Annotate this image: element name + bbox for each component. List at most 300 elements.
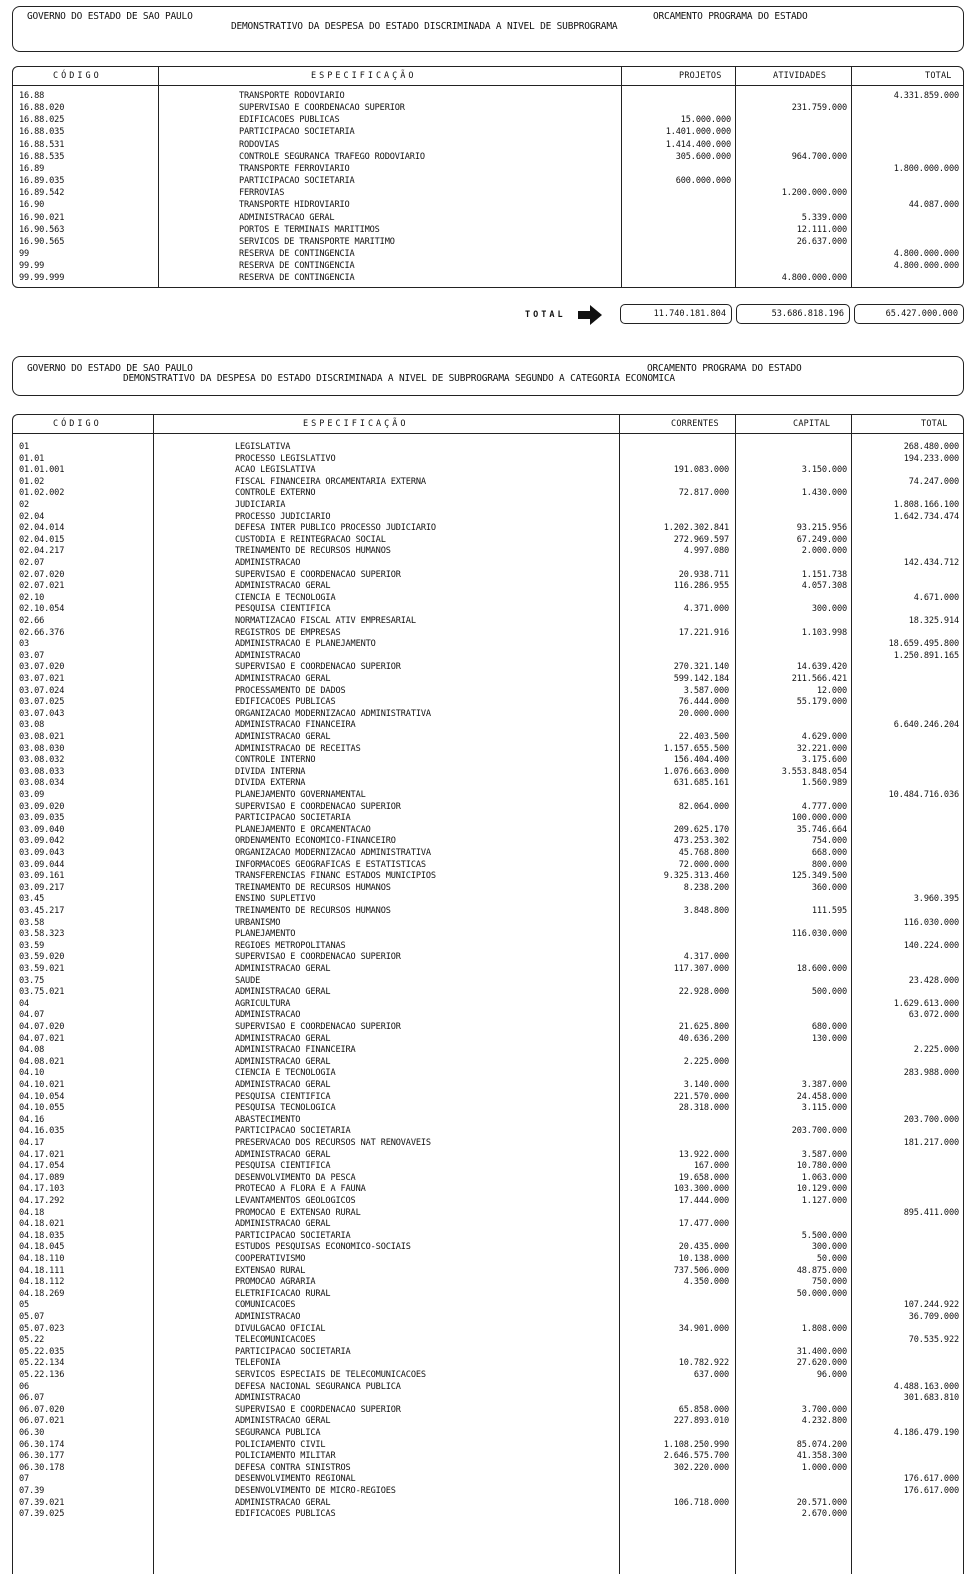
row-value-1: 191.083.000 — [673, 465, 729, 476]
table-row — [13, 102, 963, 114]
row-value-2: 1.200.000.000 — [781, 188, 847, 199]
row-value-1: 17.221.916 — [678, 627, 729, 638]
row-description: TRANSPORTE HIDROVIARIO — [239, 200, 350, 211]
row-description: ADMINISTRACAO FINANCEIRA — [235, 720, 356, 731]
table-row — [13, 1485, 963, 1497]
row-value-2: 4.057.308 — [801, 581, 847, 592]
table-row — [13, 1497, 963, 1509]
table-row — [13, 248, 963, 260]
expense-table-1 — [12, 66, 964, 288]
row-code: 04.10 — [19, 1068, 45, 1079]
table-row — [13, 1299, 963, 1311]
row-value-2: 48.875.000 — [796, 1265, 847, 1276]
table-row — [13, 592, 963, 604]
table-row — [13, 476, 963, 488]
table-row — [13, 789, 963, 801]
total-label: TOTAL — [525, 310, 566, 320]
row-description: PARTICIPACAO SOCIETARIA — [239, 127, 355, 138]
row-value-1: 13.922.000 — [678, 1149, 729, 1160]
row-description: COOPERATIVISMO — [235, 1254, 306, 1264]
row-code: 01 — [19, 442, 30, 452]
table-row — [13, 1021, 963, 1033]
row-description: REGIOES METROPOLITANAS — [235, 940, 346, 951]
row-value-1: 600.000.000 — [675, 176, 731, 187]
row-code: 03.59.020 — [19, 952, 65, 963]
row-code: 16.88 — [19, 91, 45, 101]
row-code: 03.75.021 — [19, 987, 65, 998]
table-row — [13, 1067, 963, 1079]
row-description: REGISTROS DE EMPRESAS — [235, 627, 341, 638]
col-especificacao: ESPECIFICAÇÃO — [311, 71, 417, 81]
row-description: ADMINISTRACAO FINANCEIRA — [235, 1045, 356, 1056]
row-value-2: 12.000 — [816, 685, 847, 696]
table-row — [13, 1102, 963, 1114]
row-code: 16.88.035 — [19, 127, 65, 138]
row-value-2: 300.000 — [811, 604, 847, 615]
row-value-2: 41.358.300 — [796, 1451, 847, 1462]
row-description: PLANEJAMENTO GOVERNAMENTAL — [235, 790, 366, 800]
table-row — [13, 1125, 963, 1137]
row-code: 05.07.023 — [19, 1323, 65, 1334]
col-capital: CAPITAL — [793, 419, 831, 429]
row-description: DESENVOLVIMENTO DA PESCA — [235, 1172, 356, 1183]
row-value-2: 754.000 — [811, 836, 847, 847]
row-description: CONTROLE SEGURANCA TRAFEGO RODOVIARIO — [239, 151, 425, 162]
row-value-2: 50.000.000 — [796, 1288, 847, 1299]
row-code: 03.09.044 — [19, 859, 65, 870]
row-value-2: 1.000.000 — [801, 1462, 847, 1473]
row-code: 04.18.035 — [19, 1230, 65, 1241]
row-description: ADMINISTRACAO GERAL — [235, 732, 331, 742]
row-value-2: 4.800.000.000 — [781, 273, 847, 284]
row-description: ADMINISTRACAO GERAL — [235, 1219, 331, 1230]
total-geral: 65.427.000.000 — [854, 304, 964, 324]
row-description: ADMINISTRACAO — [235, 1393, 301, 1404]
row-value-1: 34.901.000 — [678, 1323, 729, 1334]
row-value-2: 10.780.000 — [796, 1161, 847, 1172]
table-row — [13, 511, 963, 523]
row-code: 02.66 — [19, 616, 45, 626]
row-value-2: 116.030.000 — [791, 929, 847, 940]
row-code: 03.45.217 — [19, 906, 65, 916]
table-row — [13, 1137, 963, 1149]
row-value-2: 32.221.000 — [796, 743, 847, 754]
row-value-1: 1.401.000.000 — [665, 127, 731, 138]
row-code: 04.17.021 — [19, 1149, 65, 1160]
row-value-1: 106.718.000 — [673, 1497, 729, 1508]
row-code: 16.88.025 — [19, 115, 65, 126]
row-description: SUPERVISAO E COORDENACAO SUPERIOR — [235, 952, 401, 963]
row-code: 03.58 — [19, 917, 45, 928]
table-row — [13, 1357, 963, 1369]
table-row — [13, 661, 963, 673]
row-code: 07.39.021 — [19, 1497, 65, 1508]
table-row — [13, 627, 963, 639]
table-row — [13, 650, 963, 662]
row-value-1: 167.000 — [693, 1161, 729, 1172]
row-value-2: 130.000 — [811, 1033, 847, 1044]
row-value-1: 3.140.000 — [683, 1080, 729, 1090]
row-value-3: 194.233.000 — [903, 453, 959, 464]
row-value-1: 631.685.161 — [673, 778, 729, 789]
row-description: EXTENSAO RURAL — [235, 1265, 306, 1276]
col-codigo: CÓDIGO — [53, 419, 102, 429]
row-code: 02.10.054 — [19, 604, 65, 615]
table-row — [13, 260, 963, 272]
table-row — [13, 272, 963, 284]
table-row — [13, 975, 963, 987]
row-description: RESERVA DE CONTINGENCIA — [239, 273, 355, 284]
total-atividades: 53.686.818.196 — [736, 304, 850, 324]
row-code: 03.07 — [19, 650, 45, 661]
row-code: 04.10.054 — [19, 1091, 65, 1102]
row-value-3: 301.683.810 — [903, 1393, 959, 1404]
table-row — [13, 163, 963, 175]
row-value-1: 270.321.140 — [673, 662, 729, 673]
table-row — [13, 534, 963, 546]
row-description: PARTICIPACAO SOCIETARIA — [239, 176, 355, 187]
row-description: COMUNICACOES — [235, 1300, 296, 1311]
table-row — [13, 1207, 963, 1219]
row-description: ADMINISTRACAO GERAL — [235, 1149, 331, 1160]
table-row — [13, 1114, 963, 1126]
row-code: 16.89.542 — [19, 188, 65, 199]
row-value-1: 1.157.655.500 — [663, 743, 729, 754]
table-row — [13, 882, 963, 894]
row-value-1: 473.253.302 — [673, 836, 729, 847]
row-description: NORMATIZACAO FISCAL ATIV EMPRESARIAL — [235, 616, 416, 626]
row-value-2: 668.000 — [811, 848, 847, 858]
row-value-1: 1.202.302.841 — [663, 523, 729, 534]
row-description: PROCESSO LEGISLATIVO — [235, 453, 336, 464]
row-description: TRANSFERENCIAS FINANC ESTADOS MUNICIPIOS — [235, 871, 436, 882]
row-code: 04.18.021 — [19, 1219, 65, 1230]
row-value-2: 3.587.000 — [801, 1149, 847, 1160]
row-description: ELETRIFICACAO RURAL — [235, 1288, 331, 1299]
row-code: 03.08.030 — [19, 743, 65, 754]
row-value-2: 300.000 — [811, 1242, 847, 1253]
row-description: DIVIDA EXTERNA — [235, 778, 306, 789]
row-code: 05.07 — [19, 1312, 45, 1322]
total-row — [0, 300, 966, 330]
table-row — [13, 835, 963, 847]
row-description: TREINAMENTO DE RECURSOS HUMANOS — [235, 906, 391, 916]
row-value-2: 20.571.000 — [796, 1497, 847, 1508]
row-description: ACAO LEGISLATIVA — [235, 465, 316, 476]
col-atividades: ATIVIDADES — [773, 71, 827, 81]
total-projetos: 11.740.181.804 — [620, 304, 732, 324]
row-value-1: 305.600.000 — [675, 151, 731, 162]
row-description: ADMINISTRACAO GERAL — [235, 581, 331, 592]
row-value-3: 1.250.891.165 — [893, 650, 959, 661]
table-row — [13, 708, 963, 720]
row-description: ADMINISTRACAO — [235, 650, 301, 661]
row-value-3: 4.488.163.000 — [893, 1381, 959, 1392]
row-code: 07 — [19, 1474, 30, 1485]
row-value-2: 10.129.000 — [796, 1184, 847, 1195]
row-value-1: 3.848.800 — [683, 906, 729, 916]
row-value-2: 27.620.000 — [796, 1358, 847, 1369]
row-value-1: 20.000.000 — [678, 708, 729, 719]
row-description: TELEFONIA — [235, 1358, 281, 1369]
row-code: 01.02 — [19, 476, 45, 487]
table-row — [13, 175, 963, 187]
row-code: 16.90.563 — [19, 224, 65, 235]
row-code: 04.17.089 — [19, 1172, 65, 1183]
row-value-3: 4.800.000.000 — [893, 261, 959, 272]
row-code: 04 — [19, 998, 30, 1009]
row-code: 04.16 — [19, 1114, 45, 1125]
row-code: 03.07.021 — [19, 674, 65, 684]
row-description: SUPERVISAO E COORDENACAO SUPERIOR — [235, 662, 401, 673]
row-description: SERVICOS ESPECIAIS DE TELECOMUNICACOES — [235, 1370, 426, 1380]
row-description: SAUDE — [235, 975, 261, 986]
row-code: 02.07.021 — [19, 581, 65, 592]
row-description: ESTUDOS PESQUISAS ECONOMICO-SOCIAIS — [235, 1242, 411, 1253]
row-code: 04.17.054 — [19, 1161, 65, 1172]
row-value-2: 5.339.000 — [801, 212, 847, 223]
row-code: 16.90.021 — [19, 212, 65, 223]
table-row — [13, 719, 963, 731]
row-description: ADMINISTRACAO GERAL — [235, 964, 331, 974]
row-value-3: 140.224.000 — [903, 940, 959, 951]
row-description: PESQUISA CIENTIFICA — [235, 604, 331, 615]
row-value-2: 85.074.200 — [796, 1439, 847, 1450]
row-code: 16.89 — [19, 163, 45, 174]
row-description: DIVULGACAO OFICIAL — [235, 1323, 326, 1334]
table-row — [13, 673, 963, 685]
row-description: PROCESSO JUDICIARIO — [235, 511, 331, 522]
row-code: 04.18.269 — [19, 1288, 65, 1299]
row-value-3: 70.535.922 — [908, 1335, 959, 1346]
table-row — [13, 236, 963, 248]
row-description: CONTROLE INTERNO — [235, 755, 316, 766]
table-row — [13, 1508, 963, 1520]
table-row — [13, 766, 963, 778]
row-description: AGRICULTURA — [235, 998, 291, 1009]
row-code: 06 — [19, 1381, 30, 1392]
table-row — [13, 615, 963, 627]
table-row — [13, 1439, 963, 1451]
row-description: DEFESA INTER PUBLICO PROCESSO JUDICIARIO — [235, 523, 436, 534]
table-row — [13, 893, 963, 905]
table-row — [13, 1415, 963, 1427]
row-description: PARTICIPACAO SOCIETARIA — [235, 1346, 351, 1357]
row-code: 03.09 — [19, 790, 45, 800]
table-row — [13, 731, 963, 743]
row-value-1: 4.317.000 — [683, 952, 729, 963]
row-description: PROTECAO A FLORA E A FAUNA — [235, 1184, 366, 1195]
row-value-3: 3.960.395 — [913, 894, 959, 905]
row-description: ADMINISTRACAO E PLANEJAMENTO — [235, 639, 376, 650]
row-value-2: 1.151.738 — [801, 569, 847, 580]
row-description: LEGISLATIVA — [235, 442, 291, 452]
row-value-3: 895.411.000 — [903, 1207, 959, 1218]
row-description: DESENVOLVIMENTO REGIONAL — [235, 1474, 356, 1485]
row-code: 16.90 — [19, 200, 45, 211]
row-description: ADMINISTRACAO GERAL — [235, 1056, 331, 1067]
table-row — [13, 557, 963, 569]
row-description: ADMINISTRACAO — [235, 558, 301, 568]
row-value-2: 55.179.000 — [796, 697, 847, 708]
table-row — [13, 1230, 963, 1242]
row-value-3: 1.629.613.000 — [893, 998, 959, 1009]
col-projetos: PROJETOS — [679, 71, 722, 81]
row-value-2: 3.387.000 — [801, 1080, 847, 1090]
row-value-2: 100.000.000 — [791, 813, 847, 824]
row-value-1: 20.938.711 — [678, 569, 729, 580]
table-row — [13, 126, 963, 138]
row-code: 04.07 — [19, 1010, 45, 1021]
row-value-1: 17.477.000 — [678, 1219, 729, 1230]
row-value-2: 111.595 — [811, 906, 847, 916]
row-value-2: 5.500.000 — [801, 1230, 847, 1241]
row-value-2: 26.637.000 — [796, 236, 847, 247]
row-description: ADMINISTRACAO GERAL — [239, 212, 335, 223]
table-row — [13, 580, 963, 592]
table-row — [13, 1381, 963, 1393]
header-report-title: DEMONSTRATIVO DA DESPESA DO ESTADO DISCRIMINADA A NIVEL DE SUBPROGRAMA SEGUNDO A CATEGORIA ECONOMICA — [123, 373, 675, 384]
row-code: 03.75 — [19, 975, 45, 986]
table-row — [13, 847, 963, 859]
row-description: DIVIDA INTERNA — [235, 766, 306, 777]
row-code: 03.08.021 — [19, 732, 65, 742]
row-description: DESENVOLVIMENTO DE MICRO-REGIOES — [235, 1486, 396, 1496]
row-description: POLICIAMENTO CIVIL — [235, 1439, 326, 1450]
row-description: ORDENAMENTO ECONOMICO-FINANCEIRO — [235, 836, 396, 847]
table-row — [13, 1009, 963, 1021]
table-row — [13, 1311, 963, 1323]
row-description: ADMINISTRACAO — [235, 1312, 301, 1322]
table-row — [13, 1369, 963, 1381]
row-value-2: 1.808.000 — [801, 1323, 847, 1334]
row-description: SUPERVISAO E COORDENACAO SUPERIOR — [235, 1022, 401, 1032]
table-row — [13, 928, 963, 940]
row-description: DEFESA NACIONAL SEGURANCA PUBLICA — [235, 1381, 401, 1392]
row-value-3: 181.217.000 — [903, 1138, 959, 1148]
row-value-2: 31.400.000 — [796, 1346, 847, 1357]
row-value-1: 1.076.663.000 — [663, 766, 729, 777]
row-description: FISCAL FINANCEIRA ORCAMENTARIA EXTERNA — [235, 476, 426, 487]
table-row — [13, 114, 963, 126]
row-code: 04.08.021 — [19, 1056, 65, 1067]
row-code: 05.22 — [19, 1335, 45, 1346]
table-row — [13, 464, 963, 476]
table-row — [13, 199, 963, 211]
table-row — [13, 1241, 963, 1253]
row-description: ADMINISTRACAO — [235, 1010, 301, 1021]
row-code: 01.02.002 — [19, 488, 65, 499]
row-value-1: 8.238.200 — [683, 882, 729, 893]
table-row — [13, 1346, 963, 1358]
row-value-1: 21.625.800 — [678, 1022, 729, 1032]
row-code: 05.22.134 — [19, 1358, 65, 1369]
row-code: 03.09.040 — [19, 824, 65, 835]
table-row — [13, 951, 963, 963]
row-value-3: 6.640.246.204 — [893, 720, 959, 731]
row-code: 04.10.021 — [19, 1080, 65, 1090]
row-code: 16.88.020 — [19, 103, 65, 114]
row-value-1: 209.625.170 — [673, 824, 729, 835]
row-value-1: 2.646.575.700 — [663, 1451, 729, 1462]
row-description: POLICIAMENTO MILITAR — [235, 1451, 336, 1462]
row-description: EDIFICACOES PUBLICAS — [235, 1509, 336, 1520]
row-description: FERROVIAS — [239, 188, 285, 199]
row-value-2: 1.103.998 — [801, 627, 847, 638]
table-row — [13, 1033, 963, 1045]
row-code: 07.39.025 — [19, 1509, 65, 1520]
row-value-3: 176.617.000 — [903, 1486, 959, 1496]
row-code: 16.88.535 — [19, 151, 65, 162]
table-row — [13, 754, 963, 766]
table-row — [13, 1149, 963, 1161]
row-value-1: 227.893.010 — [673, 1416, 729, 1427]
row-code: 04.08 — [19, 1045, 45, 1056]
row-value-3: 36.709.000 — [908, 1312, 959, 1322]
table-row — [13, 1265, 963, 1277]
table-row — [13, 139, 963, 151]
table-row — [13, 812, 963, 824]
row-code: 16.89.035 — [19, 176, 65, 187]
row-code: 03.08.032 — [19, 755, 65, 766]
row-code: 06.30.177 — [19, 1451, 65, 1462]
row-code: 04.18.111 — [19, 1265, 65, 1276]
row-value-2: 93.215.956 — [796, 523, 847, 534]
row-value-1: 10.138.000 — [678, 1254, 729, 1264]
row-value-1: 2.225.000 — [683, 1056, 729, 1067]
row-value-2: 211.566.421 — [791, 674, 847, 684]
row-code: 02.04 — [19, 511, 45, 522]
row-code: 03.59 — [19, 940, 45, 951]
row-value-1: 116.286.955 — [673, 581, 729, 592]
row-code: 03.07.043 — [19, 708, 65, 719]
table-row — [13, 1044, 963, 1056]
table-row — [13, 1450, 963, 1462]
row-value-3: 107.244.922 — [903, 1300, 959, 1311]
row-code: 06.07 — [19, 1393, 45, 1404]
row-description: ENSINO SUPLETIVO — [235, 894, 316, 905]
table-row — [13, 1091, 963, 1103]
row-value-2: 203.700.000 — [791, 1126, 847, 1137]
table-row — [13, 801, 963, 813]
row-code: 99 — [19, 248, 30, 259]
row-code: 04.10.055 — [19, 1103, 65, 1114]
table-row — [13, 1218, 963, 1230]
row-value-1: 4.997.080 — [683, 546, 729, 557]
row-code: 04.17 — [19, 1138, 45, 1148]
col-total: TOTAL — [925, 71, 952, 81]
row-code: 03.45 — [19, 894, 45, 905]
row-value-2: 2.670.000 — [801, 1509, 847, 1520]
row-value-2: 14.639.420 — [796, 662, 847, 673]
row-value-1: 272.969.597 — [673, 534, 729, 545]
row-code: 04.17.103 — [19, 1184, 65, 1195]
row-description: PRESERVACAO DOS RECURSOS NAT RENOVAVEIS — [235, 1138, 431, 1148]
header-box-2 — [12, 356, 964, 396]
row-value-2: 1.063.000 — [801, 1172, 847, 1183]
header-budget-title: ORCAMENTO PROGRAMA DO ESTADO — [647, 363, 802, 374]
row-value-2: 231.759.000 — [791, 103, 847, 114]
table-row — [13, 1160, 963, 1172]
row-value-2: 1.127.000 — [801, 1196, 847, 1206]
row-description: RESERVA DE CONTINGENCIA — [239, 248, 355, 259]
row-description: SEGURANCA PUBLICA — [235, 1428, 321, 1438]
row-code: 03.08.034 — [19, 778, 65, 789]
col-codigo: CÓDIGO — [53, 71, 102, 81]
table-row — [13, 1172, 963, 1184]
row-value-1: 72.817.000 — [678, 488, 729, 499]
row-code: 05.22.035 — [19, 1346, 65, 1357]
